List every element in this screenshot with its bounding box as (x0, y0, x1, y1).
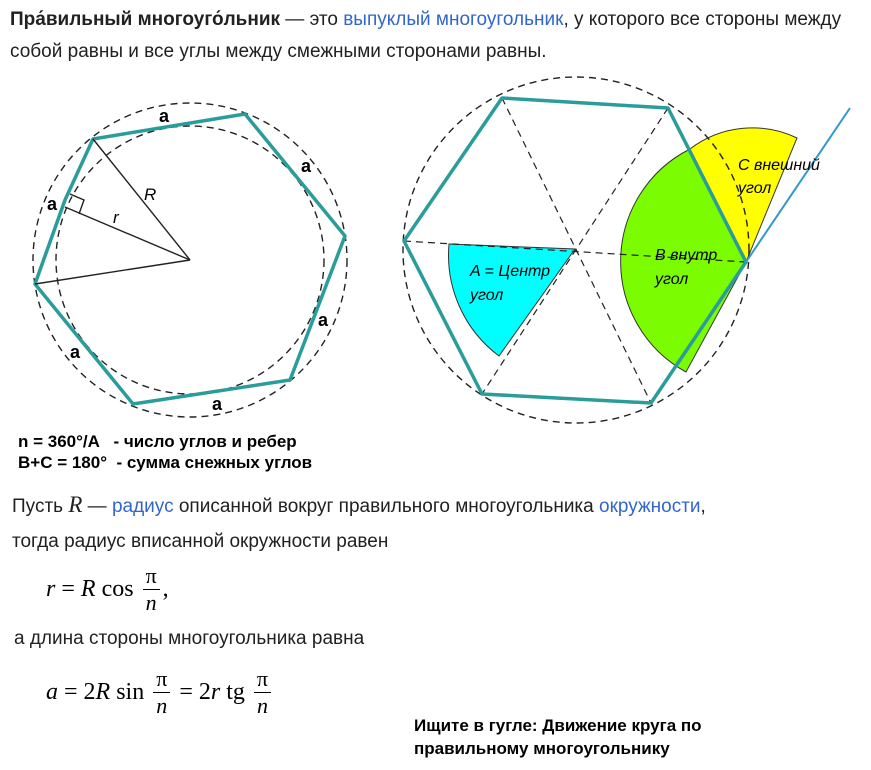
exterior-angle-label-1: C внешний (738, 157, 820, 174)
para1-mid: описанной вокруг правильного многоугольника (173, 496, 600, 517)
side-length-paragraph: а длина стороны многоугольника равна (14, 628, 365, 649)
formula2-fraction2 (254, 666, 271, 719)
formula2-num1: π (153, 666, 170, 693)
inradius-label: r (113, 208, 119, 227)
central-angle-label-2: угол (470, 287, 504, 304)
side-label-lower-left: a (70, 342, 81, 362)
central-angle-sector (449, 244, 575, 356)
formula1-num: π (143, 563, 160, 590)
angle-notes (18, 431, 312, 473)
side-label-upper-right: a (301, 156, 312, 176)
formula1-tail: , (162, 576, 169, 602)
inradius-line (65, 207, 190, 260)
formula2-r: r (210, 679, 221, 705)
vertex-line (35, 260, 190, 284)
central-angle-label-1: A = Центр (470, 263, 551, 280)
para1-end: , тогда радиус вписанной окружности равен (12, 496, 706, 552)
formula2-den1: n (156, 693, 168, 718)
formula1-eq: = (55, 576, 81, 602)
note-line-1: n = 360°/A - число углов и ребер (18, 432, 297, 451)
search-hint-line-2: правильному многоугольнику (414, 739, 670, 758)
para1-R: R (68, 492, 83, 517)
formula1-den: n (145, 590, 157, 615)
radius-paragraph (12, 487, 712, 559)
formula2-func2: tg (220, 679, 251, 705)
circle-link[interactable]: окружности (599, 496, 701, 517)
intro-rest: , у которого все стороны между собой равны и все углы между смежными сторонами равны. (10, 9, 842, 62)
formula1-func: cos (95, 576, 140, 602)
formula-side (46, 666, 274, 719)
side-label-bottom: a (212, 394, 223, 414)
note-line-2: B+C = 180° - сумма снежных углов (18, 453, 313, 472)
formula2-den2: n (256, 693, 268, 718)
interior-angle-label-1: B внутр (655, 247, 718, 264)
interior-angle-label-2: угол (655, 271, 689, 288)
para1-dash: — (82, 496, 112, 517)
formula-inradius (46, 563, 169, 616)
search-hint-line-1: Ищите в гугле: Движение круга по (414, 716, 702, 735)
radius-label: R (144, 185, 157, 204)
exterior-angle-label-2: угол (738, 180, 772, 197)
formula2-eq2: = 2 (173, 679, 211, 705)
side-label-right: a (318, 310, 329, 330)
term-title: Пра́вильный многоуго́льник (10, 9, 281, 30)
formula2-fraction1 (153, 666, 170, 719)
radius-link[interactable]: радиус (111, 496, 174, 517)
right-figure (403, 77, 850, 423)
formula2-eq1: = 2 (58, 679, 96, 705)
convex-polygon-link[interactable]: выпуклый многоугольник (343, 9, 564, 30)
side-label-top: a (159, 106, 170, 126)
radius-line (93, 139, 190, 260)
formula2-R: R (95, 679, 111, 705)
intro-dash: — это (280, 9, 344, 30)
formula2-func1: sin (110, 679, 151, 705)
formula2-num2: π (254, 666, 271, 693)
para1-start: Пусть (12, 496, 69, 517)
formula1-fraction (143, 563, 160, 616)
formula1-lhs: r (46, 576, 56, 602)
formula1-R: R (80, 576, 96, 602)
formula2-lhs: a (46, 679, 58, 705)
search-hint (414, 714, 702, 760)
left-figure (33, 103, 347, 417)
side-label-left: a (47, 194, 58, 214)
